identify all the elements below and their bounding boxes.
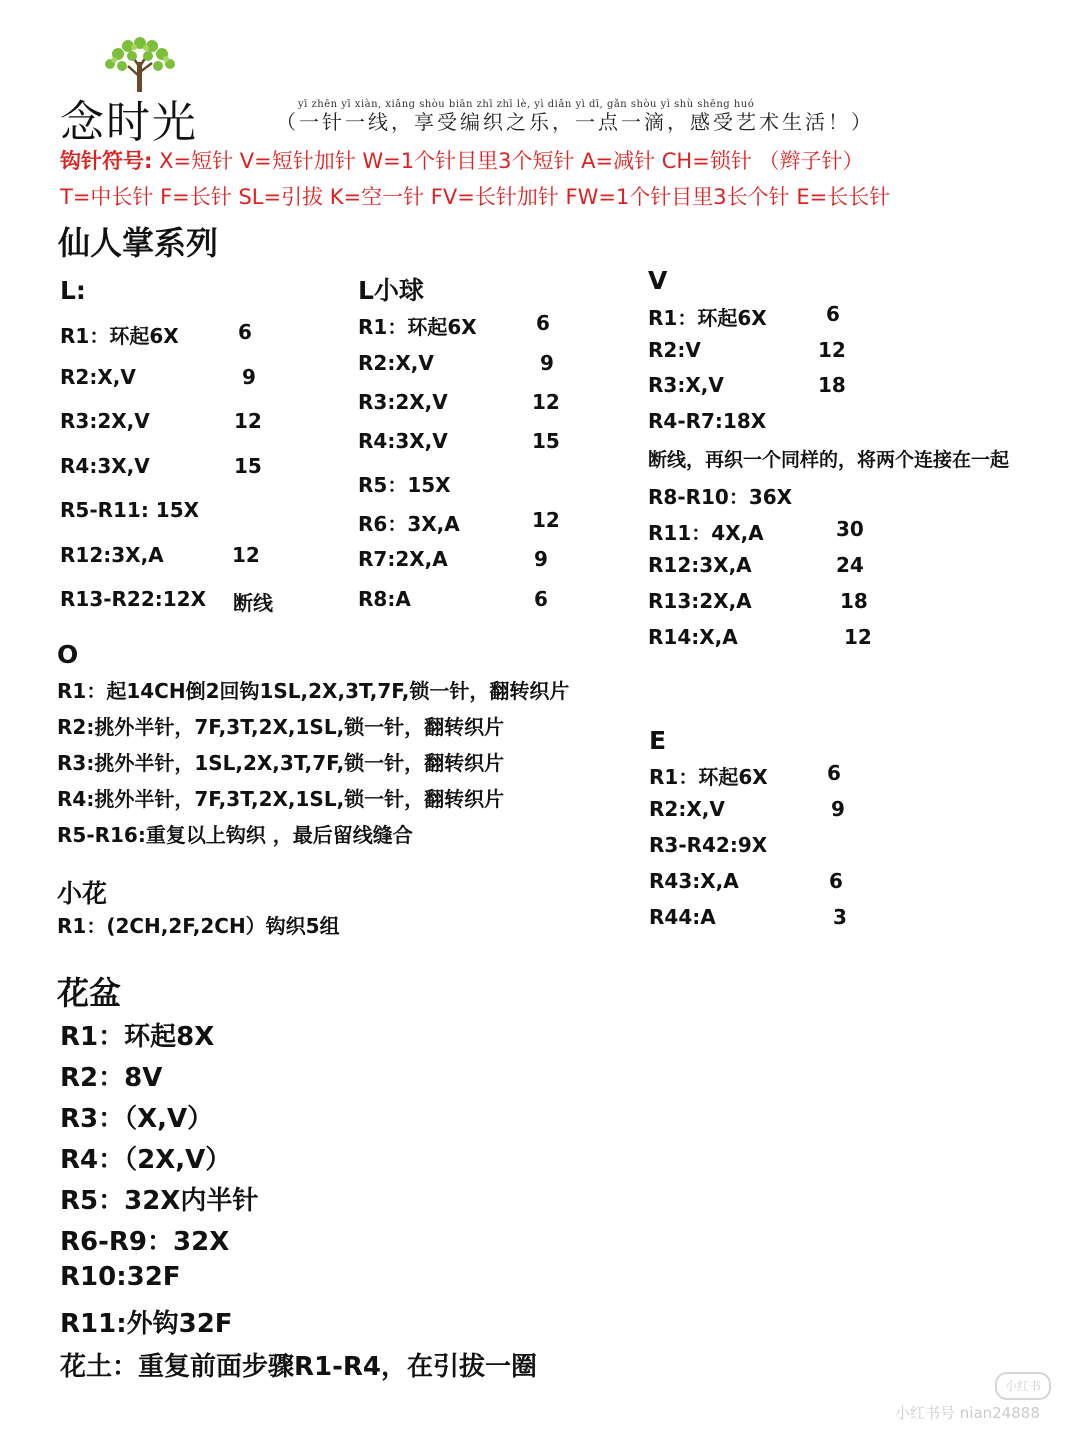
row-step: R2:X,V — [358, 351, 434, 375]
row-count: 6 — [238, 320, 252, 344]
list-item: R1：起14CH倒2回钩1SL,2X,3T,7F,锁一针，翻转织片 — [57, 679, 570, 703]
list-item: R3：（X,V） — [60, 1104, 214, 1134]
list-item — [358, 469, 451, 498]
row-count: 12 — [232, 543, 260, 567]
watermark-text: 小红书号 nian24888 — [895, 1404, 1040, 1422]
series-title: 仙人掌系列 — [58, 224, 219, 262]
row-step: R5-R11: 15X — [60, 498, 200, 522]
list-item — [649, 761, 841, 790]
row-step: R4-R7:18X — [648, 409, 767, 433]
row-step: R43:X,A — [649, 869, 739, 893]
slogan: （一针一线，享受编织之乐，一点一滴，感受艺术生活！） — [276, 110, 874, 134]
row-count: 6 — [534, 587, 548, 611]
row-step: R8-R10：36X — [648, 485, 793, 509]
list-item — [648, 409, 766, 433]
section-title-flower: 小花 — [57, 879, 108, 908]
row-count: 15 — [532, 429, 560, 453]
row-step: R1：环起6X — [649, 765, 768, 789]
list-item: R1：(2CH,2F,2CH）钩织5组 — [57, 914, 340, 938]
list-item — [358, 429, 560, 453]
list-item — [60, 498, 199, 522]
row-count: 12 — [818, 338, 846, 362]
row-step: R2:X,V — [60, 365, 136, 389]
list-item — [60, 320, 252, 349]
row-step: R12:3X,A — [648, 553, 752, 577]
list-item: R10:32F — [60, 1262, 181, 1292]
tree-logo-icon — [100, 36, 180, 92]
list-item — [649, 833, 767, 857]
list-item: R5-R16:重复以上钩织 ，最后留线缝合 — [57, 823, 413, 847]
list-item: R11:外钩32F — [60, 1309, 233, 1339]
row-step: 断线，再织一个同样的，将两个连接在一起 — [648, 449, 1010, 471]
list-item — [648, 373, 846, 397]
list-item: R3:挑外半针，1SL,2X,3T,7F,锁一针，翻转织片 — [57, 751, 505, 775]
row-count: 15 — [234, 454, 262, 478]
list-item: R2:挑外半针，7F,3T,2X,1SL,锁一针，翻转织片 — [57, 715, 505, 739]
row-count: 18 — [840, 589, 868, 613]
row-count: 3 — [833, 905, 847, 929]
list-item — [648, 517, 864, 546]
row-count: 12 — [844, 625, 872, 649]
row-count: 6 — [826, 302, 840, 326]
row-count: 6 — [536, 311, 550, 335]
list-item — [648, 445, 1009, 472]
section-title-o: O — [57, 640, 79, 669]
row-step: R6：3X,A — [358, 512, 460, 536]
list-item — [648, 481, 792, 510]
row-count: 24 — [836, 553, 864, 577]
row-step: R1：环起6X — [358, 315, 477, 339]
row-count: 9 — [540, 351, 554, 375]
stitch-legend-line2: T=中长针 F=长针 SL=引拔 K=空一针 FV=长针加针 FW=1个针目里3长个针 E=长长针 — [60, 185, 891, 209]
stitch-legend-line1 — [60, 145, 864, 175]
row-step: R4:3X,V — [358, 429, 448, 453]
list-item — [358, 587, 548, 611]
row-count: 9 — [831, 797, 845, 821]
row-step: R11：4X,A — [648, 521, 764, 545]
row-step: R3:X,V — [648, 373, 724, 397]
legend-label: 钩针符号: — [60, 149, 153, 173]
row-step: R8:A — [358, 587, 411, 611]
row-step: R3:2X,V — [358, 390, 448, 414]
row-count: 断线 — [233, 591, 273, 615]
section-title-l: L: — [60, 276, 86, 305]
row-count: 18 — [818, 373, 846, 397]
list-item: R2：8V — [60, 1063, 163, 1093]
list-item — [649, 869, 843, 893]
legend-text-1: X=短针 V=短针加针 W=1个针目里3个短针 A=减针 CH=锁针 （辫子针） — [152, 149, 864, 173]
row-step: R13:2X,A — [648, 589, 752, 613]
list-item — [648, 553, 864, 577]
row-count: 12 — [532, 390, 560, 414]
list-item — [60, 365, 256, 389]
list-item — [358, 311, 550, 340]
row-count: 9 — [534, 547, 548, 571]
list-item — [358, 390, 560, 414]
row-step: R7:2X,A — [358, 547, 448, 571]
list-item — [648, 338, 846, 362]
list-item — [60, 587, 273, 615]
row-step: R13-R22:12X — [60, 587, 207, 611]
row-count: 6 — [827, 761, 841, 785]
row-step: R5：15X — [358, 473, 451, 497]
slogan-pinyin: yī zhēn yī xiàn, xiǎng shòu biān zhī zhī lè, yì diǎn yì dī, gǎn shòu yì shù shēng huó — [298, 99, 755, 110]
list-item — [648, 625, 872, 649]
row-count: 30 — [836, 517, 864, 541]
row-step: R2:V — [648, 338, 701, 362]
section-title-pot: 花盆 — [57, 974, 122, 1012]
row-step: R3-R42:9X — [649, 833, 768, 857]
list-item — [648, 302, 840, 331]
list-item: R4:挑外半针，7F,3T,2X,1SL,锁一针，翻转织片 — [57, 787, 505, 811]
row-count: 12 — [532, 508, 560, 532]
section-title-l-ball: L小球 — [358, 276, 424, 305]
list-item — [649, 905, 847, 929]
watermark-logo: 小红书 — [995, 1372, 1051, 1400]
list-item — [358, 508, 560, 537]
row-step: R4:3X,V — [60, 454, 150, 478]
list-item — [60, 409, 262, 433]
row-count: 9 — [242, 365, 256, 389]
list-item: R1：环起8X — [60, 1022, 215, 1052]
list-item — [60, 454, 262, 478]
list-item — [358, 547, 548, 571]
row-step: R3:2X,V — [60, 409, 150, 433]
list-item: R5：32X内半针 — [60, 1186, 259, 1216]
section-title-e: E — [649, 726, 667, 755]
brand-name: 念时光 — [60, 97, 198, 148]
list-item: R6-R9：32X — [60, 1227, 230, 1257]
section-title-v: V — [648, 266, 668, 295]
row-step: R44:A — [649, 905, 716, 929]
row-count: 6 — [829, 869, 843, 893]
list-item — [60, 543, 260, 567]
list-item: R4：（2X,V） — [60, 1145, 232, 1175]
row-step: R1：环起6X — [60, 324, 179, 348]
row-step: R1：环起6X — [648, 306, 767, 330]
row-step: R14:X,A — [648, 625, 738, 649]
list-item: 花土：重复前面步骤R1-R4，在引拔一圈 — [60, 1352, 538, 1382]
list-item — [648, 589, 868, 613]
row-step: R2:X,V — [649, 797, 725, 821]
list-item — [649, 797, 845, 821]
row-count: 12 — [234, 409, 262, 433]
list-item — [358, 351, 554, 375]
row-step: R12:3X,A — [60, 543, 164, 567]
